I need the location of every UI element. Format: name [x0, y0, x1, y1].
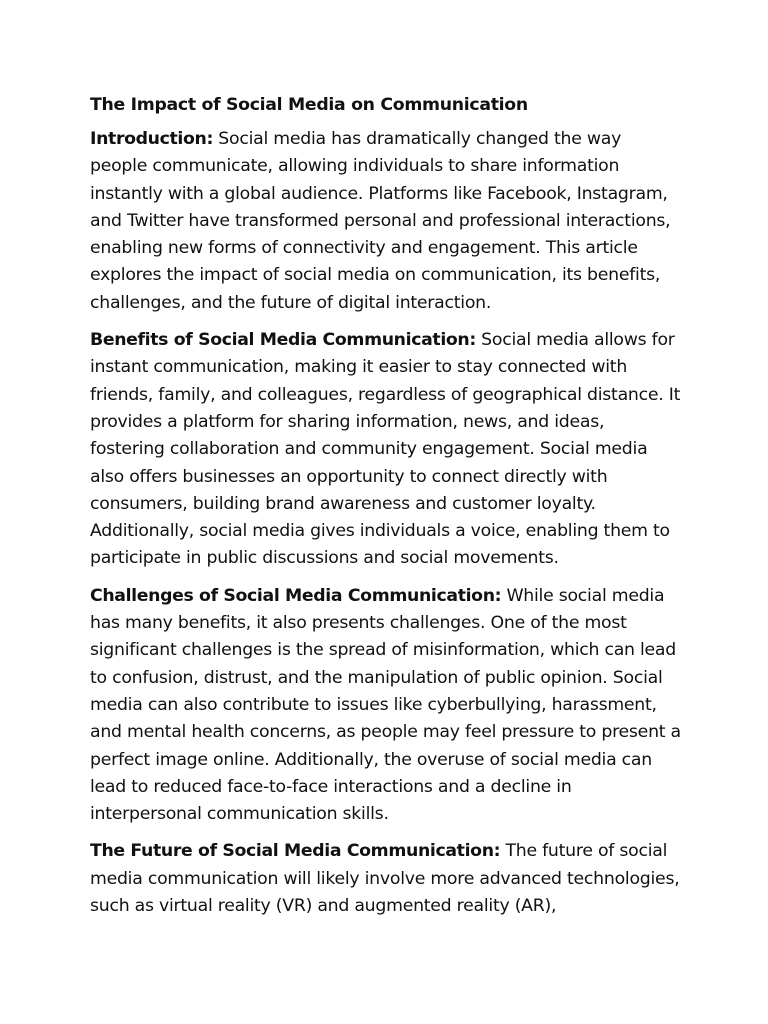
- section-text: Social media allows for instant communication, making it easier to stay connected with friends, family, and colleagues, regardless of geographical distance. It provides a platform for sharing information, news, and ideas, fostering collaboration and community engagement. Social media also offers businesses an opportunity to connect directly with consumers, building brand awareness and customer loyalty. Additionally, social media gives individuals a voice, enabling them to participate in public discussions and social movements.: [90, 330, 681, 569]
- document-title: The Impact of Social Media on Communication: [90, 95, 528, 115]
- section-text: Social media has dramatically changed the way people communicate, allowing individuals to share information instantly with a global audience. Platforms like Facebook, Instagram, and Twitter have transformed personal and professional interactions, enabling new forms of connectivity and engagement. This article explores the impact of social media on communication, its benefits, challenges, and the future of digital interaction.: [90, 129, 671, 313]
- section-heading: Benefits of Social Media Communication:: [90, 330, 476, 351]
- section-heading: Introduction:: [90, 129, 214, 149]
- section-benefits: [90, 327, 682, 573]
- section-text: While social media has many benefits, it also presents challenges. One of the most significant challenges is the spread of misinformation, which can lead to confusion, distrust, and the manipulation of public opinion. Social media can also contribute to issues like cyberbullying, harassment, and mental health concerns, as people may feel pressure to present a perfect image online. Additionally, the overuse of social media can lead to reduced face-to-face interactions and a decline in interpersonal communication skills.: [90, 585, 681, 825]
- section-text: The future of social media communication will likely involve more advanced technologies, such as virtual reality (VR) and augmented reality (AR),: [90, 841, 680, 917]
- section-introduction: [90, 126, 682, 317]
- section-heading: Challenges of Social Media Communication:: [90, 585, 502, 606]
- section-challenges: [90, 583, 682, 829]
- section-heading: The Future of Social Media Communication:: [90, 841, 501, 862]
- document-body: [90, 94, 682, 930]
- section-future: [90, 838, 682, 920]
